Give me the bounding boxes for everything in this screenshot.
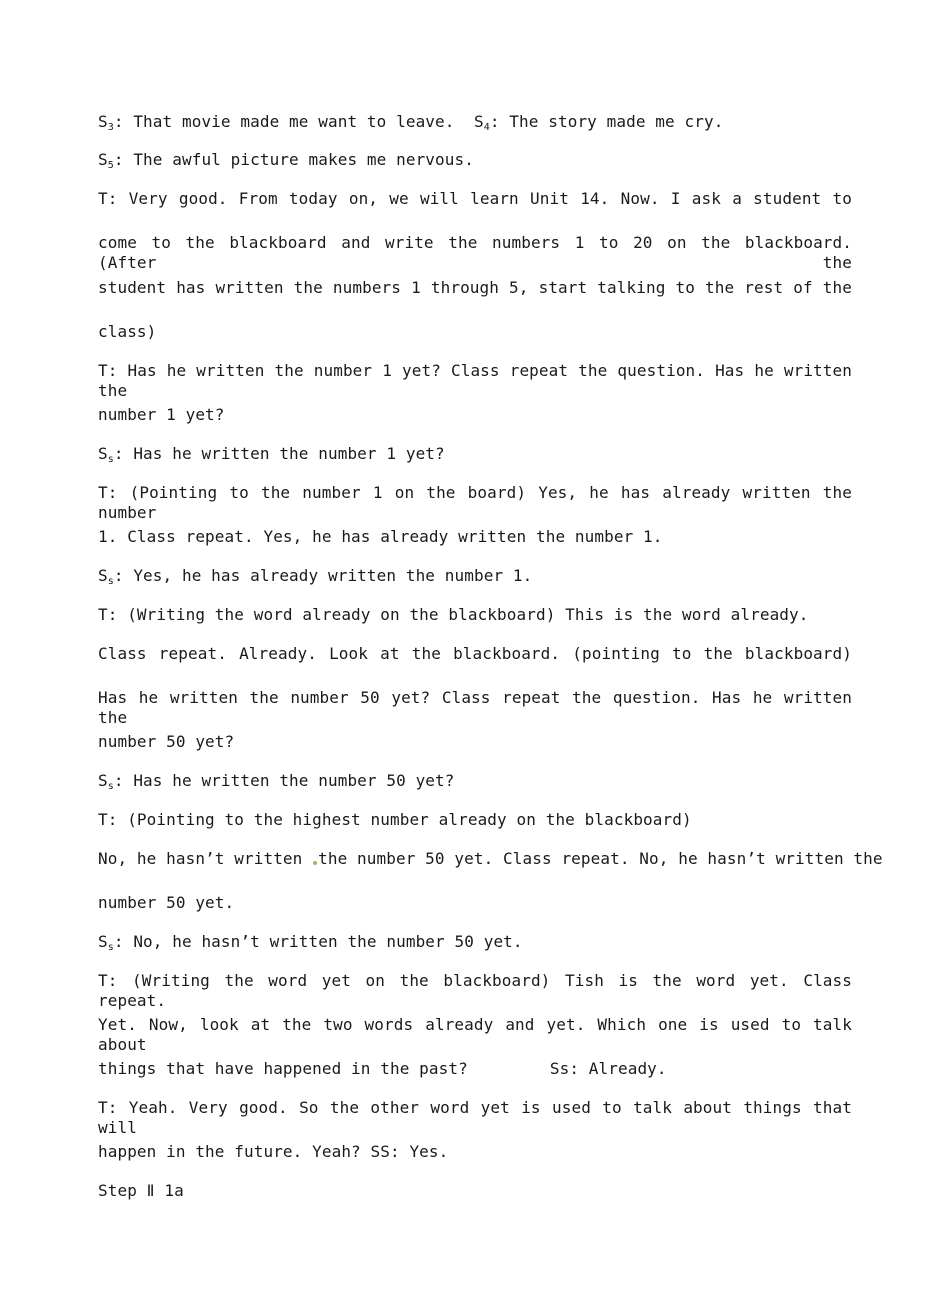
p4-line-4: number 50 yet? xyxy=(98,732,235,751)
s5-text: : The awful picture makes me nervous. xyxy=(113,150,474,169)
ss-text: : Has he written the number 50 yet? xyxy=(113,771,455,790)
line-ss-3 xyxy=(98,771,455,797)
p6-line-3 xyxy=(98,1059,667,1079)
speaker-s3: $S_3$ xyxy=(98,112,114,133)
speaker-s5: $S_5$ xyxy=(98,150,114,171)
p1-line-2: come to the blackboard and write the numbers 1 to 20 on the blackboard. (After the xyxy=(98,233,852,272)
step-heading: Step Ⅱ 1a xyxy=(98,1181,184,1200)
line-ss-1 xyxy=(98,444,445,470)
p4-line-1: T: (Writing the word already on the blackboard) This is the word already. xyxy=(98,605,809,624)
p7-line-1: T: Yeah. Very good. So the other word yet is used to talk about things that will xyxy=(98,1098,852,1137)
p1-line-1: T: Very good. From today on, we will learn Unit 14. Now. I ask a student to xyxy=(98,189,852,208)
p5-line-3: number 50 yet. xyxy=(98,893,235,912)
line-s5 xyxy=(98,150,474,176)
p7-line-2: happen in the future. Yeah? SS: Yes. xyxy=(98,1142,449,1161)
p4-line-2: Class repeat. Already. Look at the blackboard. (pointing to the blackboard) xyxy=(98,644,852,663)
ss-text: : Has he written the number 1 yet? xyxy=(113,444,445,463)
line-s3-s4 xyxy=(98,112,723,138)
p5-line-2-part-a: No, he hasn’t written xyxy=(98,849,313,868)
p1-line-3: student has written the numbers 1 through 5, start talking to the rest of the xyxy=(98,278,852,297)
speaker-ss: $S_s$ xyxy=(98,771,114,792)
s4-text: : The story made me cry. xyxy=(489,112,724,131)
p4-line-3: Has he written the number 50 yet? Class repeat the question. Has he written the xyxy=(98,688,852,727)
p3-line-2: 1. Class repeat. Yes, he has already written the number 1. xyxy=(98,527,663,546)
p6-line-3-question: things that have happened in the past? xyxy=(98,1059,468,1078)
ss-text: : Yes, he has already written the number 1. xyxy=(113,566,533,585)
p6-line-1: T: (Writing the word yet on the blackboard) Tish is the word yet. Class repeat. xyxy=(98,971,852,1010)
speaker-ss: $S_s$ xyxy=(98,932,114,953)
speaker-ss: $S_s$ xyxy=(98,566,114,587)
speaker-ss: $S_s$ xyxy=(98,444,114,465)
line-ss-2 xyxy=(98,566,532,592)
p5-line-2-part-b: the number 50 yet. Class repeat. No, he hasn’t written the xyxy=(318,849,883,868)
p2-line-1: T: Has he written the number 1 yet? Class repeat the question. Has he written the xyxy=(98,361,852,400)
speaker-s4: $S_4$ xyxy=(473,112,490,133)
p1-line-4: class) xyxy=(98,322,157,341)
p6-line-2: Yet. Now, look at the two words already and yet. Which one is used to talk about xyxy=(98,1015,852,1054)
p3-line-1: T: (Pointing to the number 1 on the board) Yes, he has already written the number xyxy=(98,483,852,522)
s3-text: : That movie made me want to leave. xyxy=(113,112,474,131)
p2-line-2: number 1 yet? xyxy=(98,405,225,424)
p5-line-1 xyxy=(98,810,692,830)
ss-text: : No, he hasn’t written the number 50 yet. xyxy=(113,932,523,951)
p5-line-1-part-a: T: (Pointing to the highest number already on t xyxy=(98,810,556,829)
line-ss-4 xyxy=(98,932,523,958)
p5-line-2 xyxy=(98,849,883,869)
p5-line-1-part-b: he blackboard) xyxy=(555,810,692,829)
stray-mark-dot xyxy=(313,861,317,865)
p6-line-3-answer: Ss: Already. xyxy=(549,1059,667,1078)
